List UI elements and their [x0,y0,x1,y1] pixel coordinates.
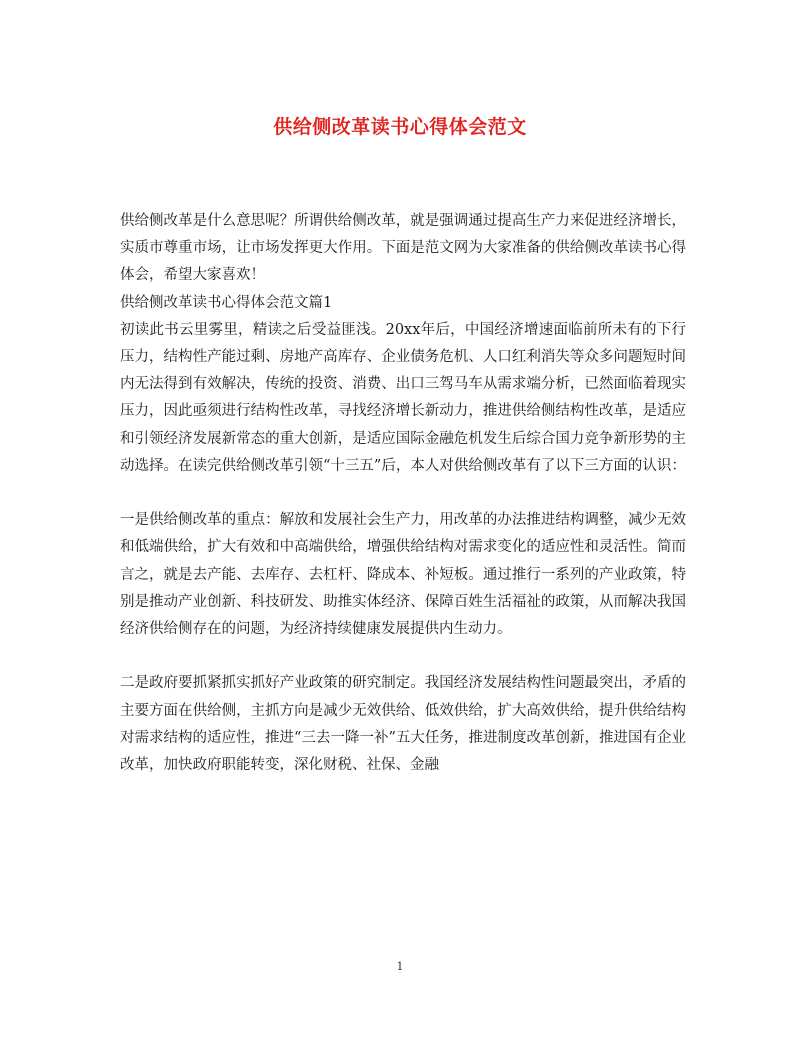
page-number: 1 [396,960,404,973]
intro-paragraph: 供给侧改革是什么意思呢？所谓供给侧改革，就是强调通过提高生产力来促进经济增长，实质市尊重市场，让市场发挥更大作用。下面是范文网为大家准备的供给侧改革读书心得体会，希望大家喜欢！ [120,213,686,284]
paragraph-spacer [120,643,686,670]
section-heading: 供给侧改革读书心得体会范文篇1 [120,294,333,311]
paragraph-3: 二是政府要抓紧抓实抓好产业政策的研究制定。我国经济发展结构性问题最突出，矛盾的主要方面在供给侧，主抓方向是减少无效供给、低效供给，扩大高效供给，提升供给结构对需求结构的适应性，推进“三去一降一补”五大任务，推进制度改革创新，推进国有企业改革，加快政府职能转变，深化财税、社保、金融 [120,675,686,774]
paragraph-2: 一是供给侧改革的重点：解放和发展社会生产力，用改革的办法推进结构调整，减少无效和低端供给，扩大有效和中高端供给，增强供给结构对需求变化的适应性和灵活性。简而言之，就是去产能、去库存、去杠杆、降成本、补短板。通过推行一系列的产业政策，特别是推动产业创新、科技研发、助推实体经济、保障百姓生活福祉的政策，从而解决我国经济供给侧存在的问题，为经济持续健康发展提供内生动力。 [120,512,686,638]
paragraph-1: 初读此书云里雾里，精读之后受益匪浅。20xx年后，中国经济增速面临前所未有的下行压力，结构性产能过剩、房地产高库存、企业债务危机、人口红利消失等众多问题短时间内无法得到有效解决，传统的投资、消费、出口三驾马车从需求端分析，已然面临着现实压力，因此亟须进行结构性改革，寻找经济增长新动力，推进供给侧结构性改革，是适应和引领经济发展新常态的重大创新，是适应国际金融危机发生后综合国力竞争新形势的主动选择。在读完供给侧改革引领“十三五”后，本人对供给侧改革有了以下三方面的认识： [120,321,686,474]
paragraph-spacer [120,480,686,507]
document-body [120,208,686,779]
document-title: 供给侧改革读书心得体会范文 [273,116,527,138]
